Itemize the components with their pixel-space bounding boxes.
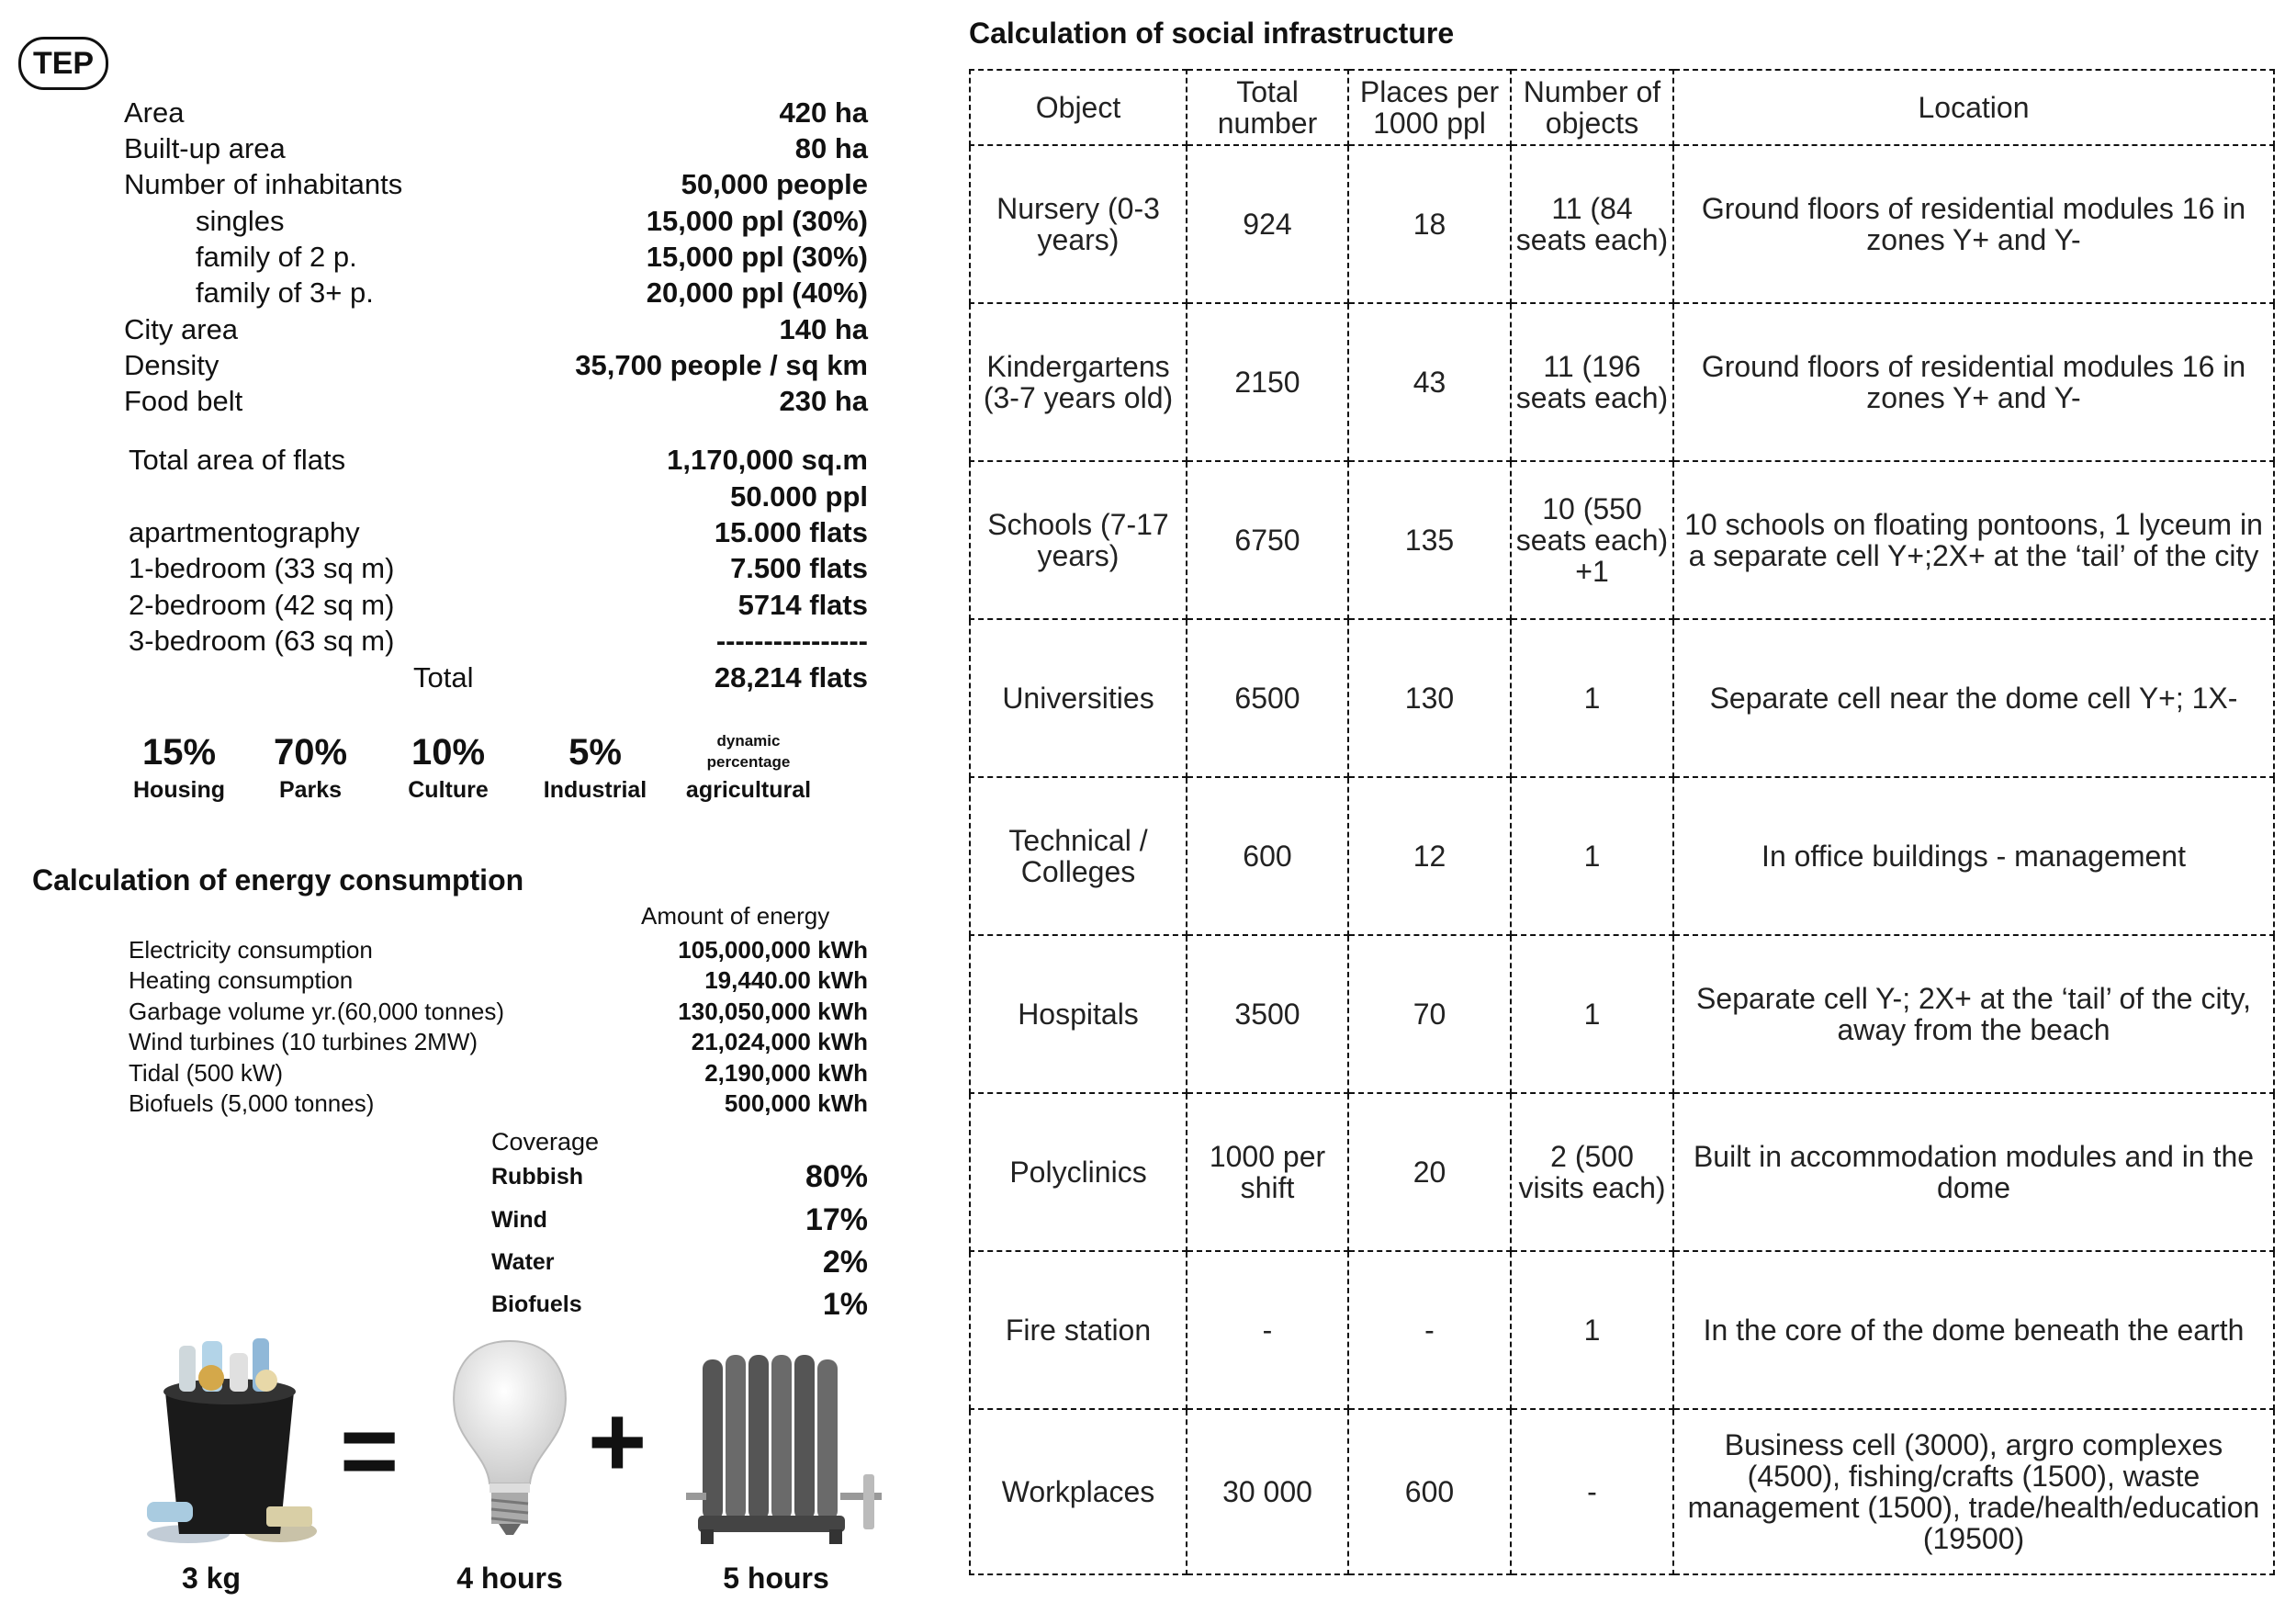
- energy-row: [129, 964, 868, 996]
- energy-amount-header: Amount of energy: [641, 902, 830, 930]
- table-cell: 11 (84 seats each): [1511, 145, 1673, 303]
- table-cell: Fire station: [970, 1251, 1187, 1409]
- table-cell: 600: [1348, 1409, 1511, 1574]
- stat-item: [544, 730, 647, 806]
- energy-row-label: Tidal (500 kW): [129, 1059, 284, 1087]
- table-cell: Nursery (0-3 years): [970, 145, 1187, 303]
- tep-row-value: 140 ha: [779, 313, 868, 345]
- energy-title: Calculation of energy consumption: [32, 863, 524, 897]
- table-cell: 20: [1348, 1093, 1511, 1251]
- flats-row-value: ----------------: [715, 625, 868, 657]
- table-header-cell: Location: [1673, 70, 2274, 145]
- tep-row-label: family of 3+ p.: [196, 276, 374, 309]
- flats-row-label: Total area of flats: [129, 444, 346, 476]
- table-cell: 130: [1348, 619, 1511, 777]
- tep-row: [124, 311, 868, 348]
- table-cell: 6500: [1187, 619, 1348, 777]
- social-title: Calculation of social infrastructure: [969, 17, 1455, 50]
- flats-row-value: 1,170,000 sq.m: [667, 444, 868, 476]
- social-infrastructure-table: [969, 69, 2273, 1575]
- table-row: [970, 461, 2274, 619]
- table-cell: In office buildings - management: [1673, 777, 2274, 935]
- table-cell: 2150: [1187, 303, 1348, 461]
- table-cell: In the core of the dome beneath the earth: [1673, 1251, 2274, 1409]
- tep-row-value: 15,000 ppl (30%): [646, 241, 868, 273]
- table-cell: Polyclinics: [970, 1093, 1187, 1251]
- tep-row-label: Built-up area: [124, 132, 286, 164]
- tep-row-value: 35,700 people / sq km: [575, 349, 868, 381]
- tep-row: [124, 166, 868, 203]
- flats-row-value: 5714 flats: [737, 589, 868, 621]
- tep-row-value: 420 ha: [779, 96, 868, 129]
- table-cell: 3500: [1187, 935, 1348, 1093]
- table-cell: Workplaces: [970, 1409, 1187, 1574]
- energy-row: [129, 1057, 868, 1088]
- flats-total-value: 28,214 flats: [714, 661, 868, 694]
- table-row: [970, 777, 2274, 935]
- energy-row-value: 2,190,000 kWh: [704, 1059, 868, 1087]
- flats-row-label: apartmentography: [129, 516, 360, 548]
- table-row: [970, 145, 2274, 303]
- coverage-row-label: Rubbish: [491, 1164, 583, 1190]
- tep-row-label: family of 2 p.: [196, 241, 357, 273]
- table-cell: 10 (550 seats each) +1: [1511, 461, 1673, 619]
- table-header-cell: Number of objects: [1511, 70, 1673, 145]
- table-cell: -: [1348, 1251, 1511, 1409]
- table-cell: Business cell (3000), argro complexes (4500), fishing/crafts (1500), waste management (1500), trade/health/education (19500): [1673, 1409, 2274, 1574]
- table-cell: 11 (196 seats each): [1511, 303, 1673, 461]
- table-cell: 70: [1348, 935, 1511, 1093]
- tep-badge: TEP: [18, 37, 108, 90]
- flats-row: [129, 442, 868, 479]
- flats-row-label: 2-bedroom (42 sq m): [129, 589, 395, 621]
- radiator-label: 5 hours: [723, 1562, 829, 1595]
- flats-row: [129, 479, 868, 515]
- tep-row: [124, 95, 868, 131]
- table-cell: Kindergartens (3-7 years old): [970, 303, 1187, 461]
- table-cell: 1000 per shift: [1187, 1093, 1348, 1251]
- energy-row-label: Garbage volume yr.(60,000 tonnes): [129, 998, 505, 1025]
- table-row: [970, 303, 2274, 461]
- flats-row: [129, 623, 868, 660]
- table-row: [970, 619, 2274, 777]
- flats-total-label: Total: [413, 661, 474, 694]
- stat-label: Culture: [408, 777, 489, 803]
- stat-item: [686, 730, 811, 806]
- table-header-cell: Object: [970, 70, 1187, 145]
- stat-item: [408, 730, 489, 806]
- energy-row-label: Electricity consumption: [129, 936, 373, 964]
- energy-row: [129, 1026, 868, 1057]
- table-row: [970, 1251, 2274, 1409]
- table-cell: 1: [1511, 777, 1673, 935]
- flats-total-row: [129, 660, 868, 696]
- table-cell: -: [1187, 1251, 1348, 1409]
- stat-percent: 15%: [141, 732, 217, 773]
- flats-row-value: 15.000 flats: [714, 516, 868, 548]
- energy-row-label: Wind turbines (10 turbines 2MW): [129, 1028, 478, 1055]
- flats-row: [129, 550, 868, 587]
- table-cell: 1: [1511, 619, 1673, 777]
- garbage-label: 3 kg: [181, 1562, 242, 1595]
- flats-row-value: 50.000 ppl: [730, 480, 868, 513]
- stat-item: [133, 730, 225, 806]
- tep-row-value: 20,000 ppl (40%): [646, 276, 868, 309]
- table-cell: 1: [1511, 1251, 1673, 1409]
- coverage-row: [491, 1156, 868, 1198]
- table-cell: Separate cell Y-; 2X+ at the ‘tail’ of the city, away from the beach: [1673, 935, 2274, 1093]
- table-cell: 1: [1511, 935, 1673, 1093]
- table-cell: -: [1511, 1409, 1673, 1574]
- energy-row-value: 21,024,000 kWh: [691, 1028, 868, 1055]
- energy-row-value: 105,000,000 kWh: [678, 936, 868, 964]
- table-cell: 12: [1348, 777, 1511, 935]
- radiator-icon: [684, 1346, 895, 1548]
- tep-row-label: Number of inhabitants: [124, 168, 403, 200]
- table-cell: 18: [1348, 145, 1511, 303]
- table-row: [970, 935, 2274, 1093]
- table-header-cell: Total number: [1187, 70, 1348, 145]
- table-cell: 2 (500 visits each): [1511, 1093, 1673, 1251]
- table-cell: 924: [1187, 145, 1348, 303]
- energy-row: [129, 1088, 868, 1119]
- table-cell: Ground floors of residential modules 16 in zones Y+ and Y-: [1673, 145, 2274, 303]
- tep-row-value: 80 ha: [794, 132, 868, 164]
- table-row: [970, 1093, 2274, 1251]
- tep-row-value: 230 ha: [779, 385, 868, 417]
- tep-row: [124, 203, 868, 240]
- flats-row: [129, 587, 868, 624]
- tep-row: [124, 239, 868, 276]
- energy-row-label: Biofuels (5,000 tonnes): [129, 1089, 375, 1117]
- tep-row-label: City area: [124, 313, 239, 345]
- table-cell: 6750: [1187, 461, 1348, 619]
- energy-row-value: 500,000 kWh: [724, 1089, 868, 1117]
- stat-label: Parks: [278, 777, 343, 803]
- stat-percent: 70%: [273, 732, 348, 773]
- coverage-row-value: 80%: [805, 1159, 868, 1194]
- plus-sign: +: [588, 1385, 647, 1498]
- table-cell: Built in accommodation modules and in the dome: [1673, 1093, 2274, 1251]
- coverage-header: Coverage: [491, 1128, 600, 1156]
- garbage-bin-icon: [138, 1336, 321, 1548]
- energy-row-label: Heating consumption: [129, 966, 354, 994]
- table-cell: 600: [1187, 777, 1348, 935]
- bulb-label: 4 hours: [456, 1562, 563, 1595]
- tep-row-label: Density: [124, 349, 219, 381]
- table-header-row: [970, 70, 2274, 145]
- stat-item: [274, 730, 347, 806]
- table-cell: 30 000: [1187, 1409, 1348, 1574]
- coverage-row-value: 1%: [822, 1287, 868, 1322]
- coverage-row: [491, 1283, 868, 1325]
- stat-percent: 5%: [568, 732, 622, 773]
- energy-row: [129, 996, 868, 1027]
- tep-row-value: 15,000 ppl (30%): [646, 205, 868, 237]
- tep-row-label: Food belt: [124, 385, 243, 417]
- table-cell: Universities: [970, 619, 1187, 777]
- flats-row-value: 7.500 flats: [730, 552, 868, 584]
- table-cell: 135: [1348, 461, 1511, 619]
- tep-row: [124, 383, 868, 420]
- table-cell: Separate cell near the dome cell Y+; 1X-: [1673, 619, 2274, 777]
- tep-row: [124, 275, 868, 311]
- light-bulb-icon: [445, 1336, 574, 1548]
- table-cell: Hospitals: [970, 935, 1187, 1093]
- stat-percent: 10%: [411, 732, 486, 773]
- table-cell: 43: [1348, 303, 1511, 461]
- energy-row: [129, 934, 868, 965]
- coverage-row-label: Wind: [491, 1207, 547, 1233]
- tep-row-label: singles: [196, 205, 285, 237]
- table-cell: Technical / Colleges: [970, 777, 1187, 935]
- table-cell: Ground floors of residential modules 16 in zones Y+ and Y-: [1673, 303, 2274, 461]
- tep-row-value: 50,000 people: [681, 168, 868, 200]
- flats-row-label: 3-bedroom (63 sq m): [129, 625, 395, 657]
- table-cell: Schools (7-17 years): [970, 461, 1187, 619]
- tep-row: [124, 347, 868, 384]
- stat-label: agricultural: [685, 777, 812, 803]
- energy-row-value: 130,050,000 kWh: [678, 998, 868, 1025]
- stat-percent: dynamic percentage: [706, 732, 791, 771]
- flats-row-label: 1-bedroom (33 sq m): [129, 552, 395, 584]
- energy-row-value: 19,440.00 kWh: [704, 966, 868, 994]
- stat-label: Industrial: [543, 777, 647, 803]
- tep-row-label: Area: [124, 96, 185, 129]
- flats-row: [129, 514, 868, 551]
- table-header-cell: Places per 1000 ppl: [1348, 70, 1511, 145]
- coverage-row-label: Water: [491, 1249, 555, 1275]
- coverage-row: [491, 1241, 868, 1283]
- coverage-row: [491, 1199, 868, 1241]
- table-cell: 10 schools on floating pontoons, 1 lyceum in a separate cell Y+;2X+ at the ‘tail’ of the city: [1673, 461, 2274, 619]
- coverage-row-value: 17%: [805, 1202, 868, 1237]
- stat-label: Housing: [133, 777, 225, 803]
- coverage-row-label: Biofuels: [491, 1291, 582, 1317]
- tep-row: [124, 130, 868, 167]
- table-row: [970, 1409, 2274, 1574]
- equals-sign: =: [340, 1394, 400, 1507]
- coverage-row-value: 2%: [822, 1245, 868, 1280]
